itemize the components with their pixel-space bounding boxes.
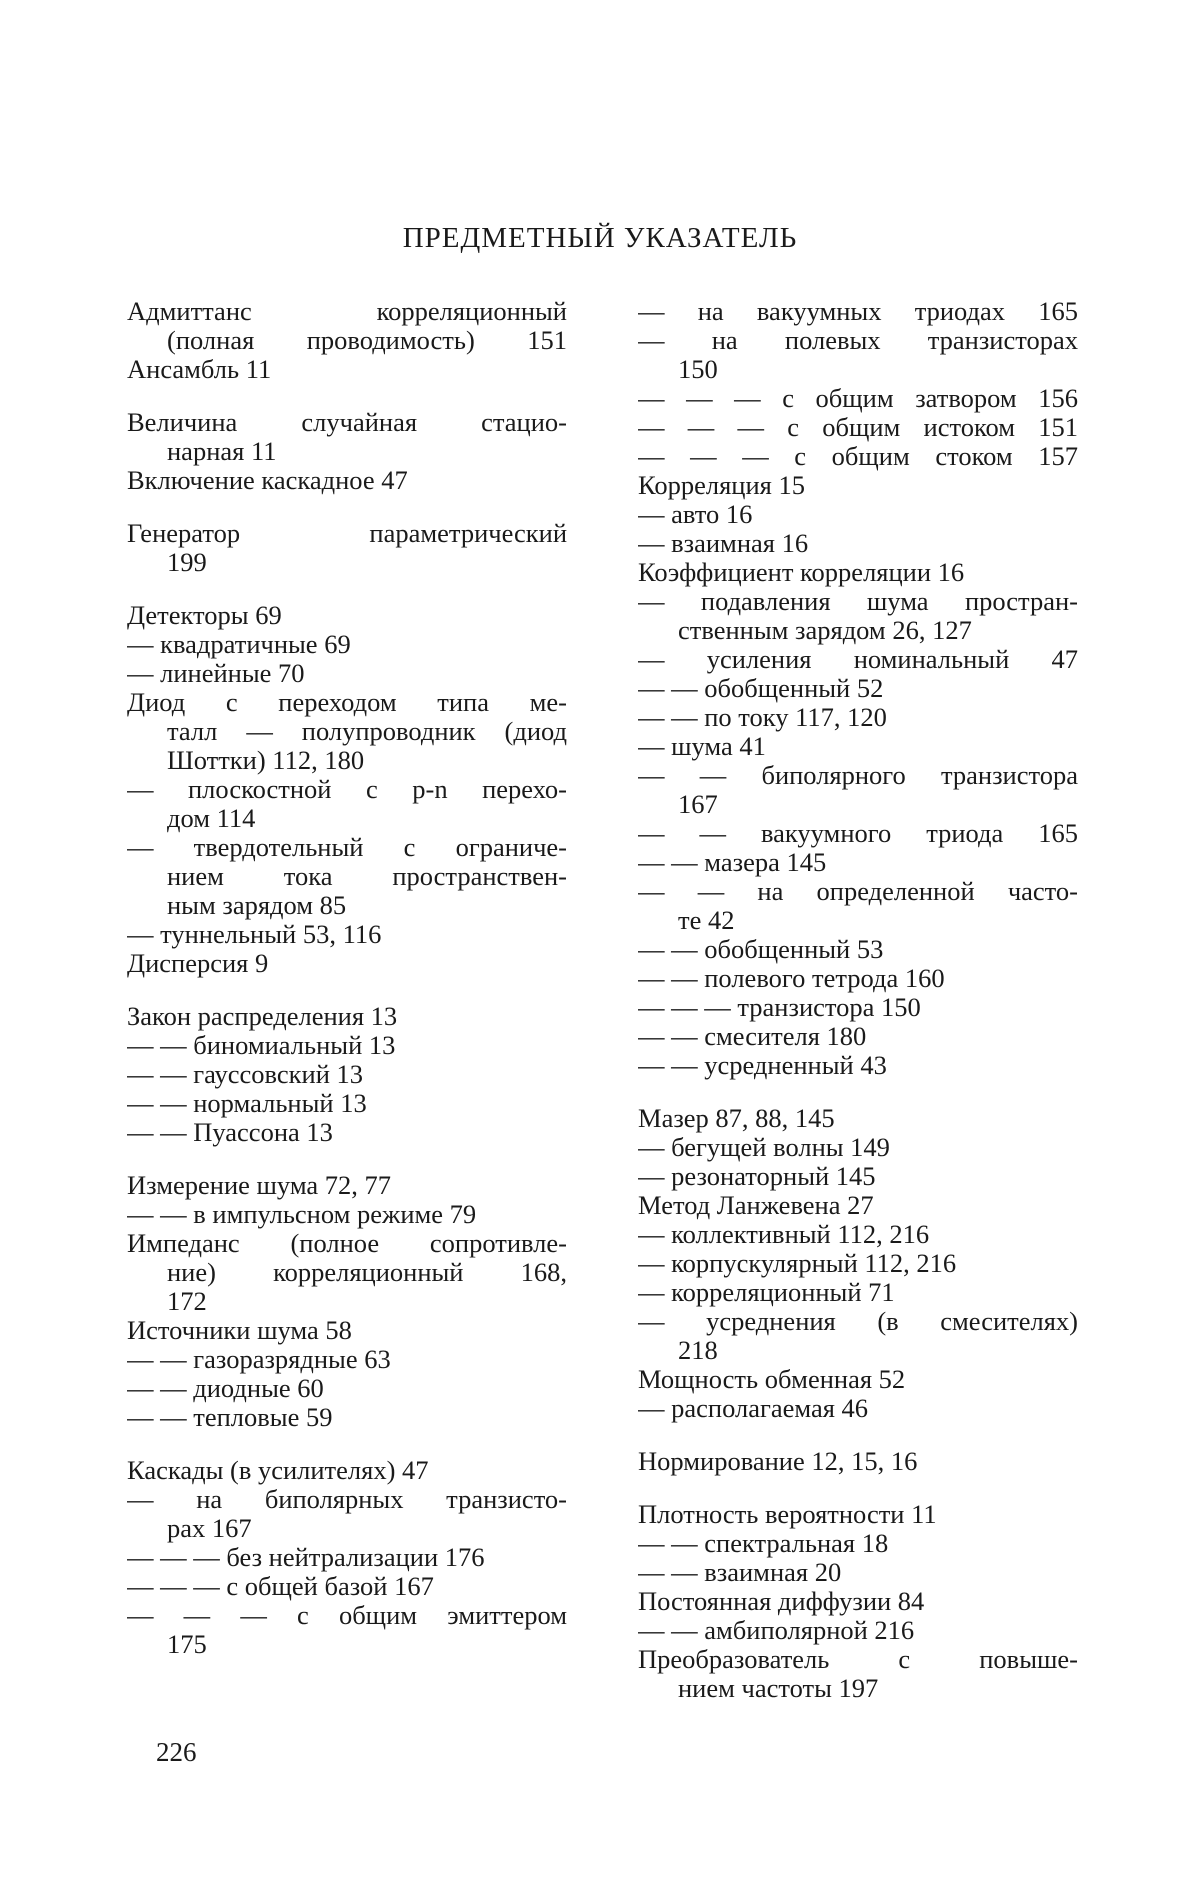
index-entry: Генератор параметрический: [127, 519, 567, 548]
index-entry: Диод с переходом типа ме-: [127, 688, 567, 717]
index-entry: — — нормальный 13: [127, 1089, 367, 1118]
index-entry: — — — без нейтрализации 176: [127, 1543, 485, 1572]
index-entry: — — — транзистора 150: [638, 993, 921, 1022]
index-entry: — бегущей волны 149: [638, 1133, 890, 1162]
index-entry: Плотность вероятности 11: [638, 1500, 937, 1529]
index-entry: Детекторы 69: [127, 601, 282, 630]
entry-gap: [127, 1147, 567, 1171]
index-entry: — — взаимная 20: [638, 1558, 842, 1587]
index-entry: — — газоразрядные 63: [127, 1345, 391, 1374]
index-entry: — располагаемая 46: [638, 1394, 869, 1423]
index-entry: — — биполярного транзистора: [638, 761, 1078, 790]
index-entry: Закон распределения 13: [127, 1002, 398, 1031]
index-column-right: [638, 297, 1078, 1703]
index-entry: 199: [167, 548, 207, 577]
index-entry: — твердотельный с ограниче-: [127, 833, 567, 862]
index-entry: Включение каскадное 47: [127, 466, 408, 495]
index-entry: ным зарядом 85: [167, 891, 347, 920]
index-entry: талл — полупроводник (диод: [167, 717, 567, 746]
index-entry: — — на определенной часто-: [638, 877, 1078, 906]
index-entry: — — гауссовский 13: [127, 1060, 364, 1089]
index-entry: Коэффициент корреляции 16: [638, 558, 965, 587]
index-entry: Нормирование 12, 15, 16: [638, 1447, 918, 1476]
index-entry: те 42: [678, 906, 735, 935]
index-entry: нием частоты 197: [678, 1674, 879, 1703]
index-entry: — — по току 117, 120: [638, 703, 887, 732]
index-entry: — плоскостной с p-n перехо-: [127, 775, 567, 804]
index-entry: — — диодные 60: [127, 1374, 324, 1403]
entry-gap: [127, 495, 567, 519]
index-entry: — — — с общим затвором 156: [638, 384, 1078, 413]
index-entry: Величина случайная стацио-: [127, 408, 567, 437]
index-entry: 218: [678, 1336, 718, 1365]
index-entry: — шума 41: [638, 732, 766, 761]
index-entry: Метод Ланжевена 27: [638, 1191, 874, 1220]
index-entry: — — обобщенный 53: [638, 935, 884, 964]
index-entry: — — смесителя 180: [638, 1022, 867, 1051]
entry-gap: [638, 1476, 1078, 1500]
index-entry: 172: [167, 1287, 207, 1316]
index-entry: — туннельный 53, 116: [127, 920, 382, 949]
index-entry: — — — с общей базой 167: [127, 1572, 434, 1601]
index-entry: — — тепловые 59: [127, 1403, 333, 1432]
index-entry: — на вакуумных триодах 165: [638, 297, 1078, 326]
index-entry: дом 114: [167, 804, 256, 833]
index-entry: — коллективный 112, 216: [638, 1220, 930, 1249]
index-entry: — на биполярных транзисто-: [127, 1485, 567, 1514]
index-entry: (полная проводимость) 151: [167, 326, 567, 355]
index-entry: Мазер 87, 88, 145: [638, 1104, 835, 1133]
index-entry: — усреднения (в смесителях): [638, 1307, 1078, 1336]
index-entry: 175: [167, 1630, 207, 1659]
index-entry: — — в импульсном режиме 79: [127, 1200, 477, 1229]
page-number: 226: [156, 1737, 197, 1767]
index-entry: 167: [678, 790, 718, 819]
index-entry: Адмиттанс корреляционный: [127, 297, 567, 326]
index-entry: — — Пуассона 13: [127, 1118, 333, 1147]
index-entry: Постоянная диффузии 84: [638, 1587, 925, 1616]
index-entry: Импеданс (полное сопротивле-: [127, 1229, 567, 1258]
index-entry: ственным зарядом 26, 127: [678, 616, 972, 645]
index-entry: Измерение шума 72, 77: [127, 1171, 392, 1200]
index-entry: Каскады (в усилителях) 47: [127, 1456, 429, 1485]
index-entry: — — спектральная 18: [638, 1529, 889, 1558]
index-entry: — — — с общим стоком 157: [638, 442, 1078, 471]
index-entry: ние) корреляционный 168,: [167, 1258, 567, 1287]
index-entry: Ансамбль 11: [127, 355, 272, 384]
index-entry: — на полевых транзисторах: [638, 326, 1078, 355]
index-entry: — резонаторный 145: [638, 1162, 876, 1191]
index-entry: — корпускулярный 112, 216: [638, 1249, 957, 1278]
index-entry: — — биномиальный 13: [127, 1031, 396, 1060]
index-entry: Преобразователь с повыше-: [638, 1645, 1078, 1674]
index-entry: — усиления номинальный 47: [638, 645, 1078, 674]
index-entry: 150: [678, 355, 718, 384]
index-entry: — — мазера 145: [638, 848, 827, 877]
index-entry: — квадратичные 69: [127, 630, 351, 659]
index-entry: — взаимная 16: [638, 529, 809, 558]
index-entry: нарная 11: [167, 437, 277, 466]
index-entry: нием тока пространствен-: [167, 862, 567, 891]
index-entry: — — усредненный 43: [638, 1051, 887, 1080]
entry-gap: [638, 1423, 1078, 1447]
index-entry: — — — с общим эмиттером: [127, 1601, 567, 1630]
index-entry: Корреляция 15: [638, 471, 805, 500]
index-entry: — подавления шума простран-: [638, 587, 1078, 616]
index-entry: — линейные 70: [127, 659, 305, 688]
index-entry: — — — с общим истоком 151: [638, 413, 1078, 442]
entry-gap: [127, 978, 567, 1002]
index-entry: Мощность обменная 52: [638, 1365, 906, 1394]
index-entry: — — вакуумного триода 165: [638, 819, 1078, 848]
page-title: ПРЕДМЕТНЫЙ УКАЗАТЕЛЬ: [402, 222, 798, 254]
index-entry: — авто 16: [638, 500, 753, 529]
index-entry: Источники шума 58: [127, 1316, 352, 1345]
index-entry: — — амбиполярной 216: [638, 1616, 915, 1645]
entry-gap: [127, 577, 567, 601]
index-entry: рах 167: [167, 1514, 252, 1543]
index-entry: — — полевого тетрода 160: [638, 964, 945, 993]
entry-gap: [638, 1080, 1078, 1104]
index-entry: Дисперсия 9: [127, 949, 269, 978]
index-entry: Шоттки) 112, 180: [167, 746, 365, 775]
index-entry: — — обобщенный 52: [638, 674, 884, 703]
entry-gap: [127, 1432, 567, 1456]
entry-gap: [127, 384, 567, 408]
index-entry: — корреляционный 71: [638, 1278, 895, 1307]
index-column-left: [127, 297, 567, 1659]
